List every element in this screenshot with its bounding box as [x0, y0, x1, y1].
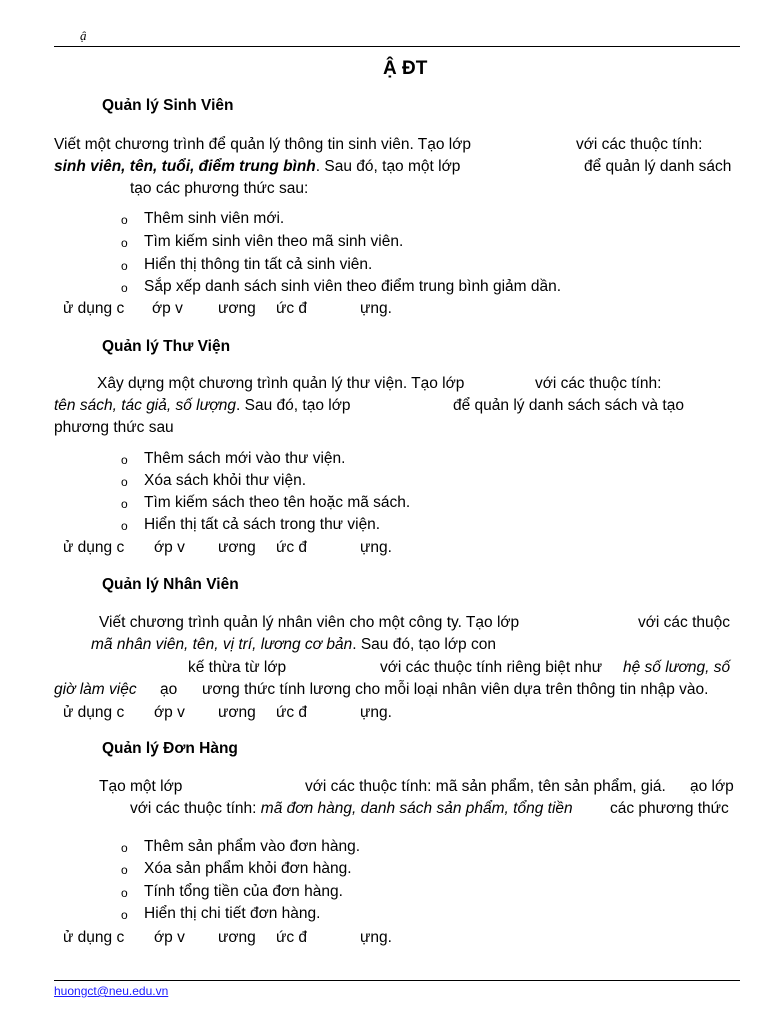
usage-note: ử dụng c: [63, 704, 125, 721]
section-students-text: tạo các phương thức sau:: [130, 180, 309, 197]
usage-note: ức đ: [276, 300, 308, 317]
footer-email-link[interactable]: huongct@neu.edu.vn: [54, 984, 169, 998]
section-employees-text: giờ làm việc: [54, 681, 137, 698]
section-heading-students: Quản lý Sinh Viên: [102, 97, 234, 114]
section-employees-text: ương thức tính lương cho mỗi loại nhân viên dựa trên thông tin nhập vào.: [202, 681, 709, 698]
list-item: Hiển thị chi tiết đơn hàng.: [144, 905, 321, 922]
usage-note: ớp v: [152, 300, 183, 317]
section-students-text: sinh viên, tên, tuổi, điểm trung bình. Sau đó, tạo một lớp: [54, 158, 461, 175]
usage-note: ức đ: [276, 539, 308, 556]
usage-note: ớp v: [154, 929, 185, 946]
section-library-text: với các thuộc tính:: [535, 375, 662, 392]
usage-note: ựng.: [360, 300, 392, 317]
list-item: Tính tổng tiền của đơn hàng.: [144, 883, 343, 900]
bullet: o: [121, 908, 128, 922]
usage-note: ớp v: [154, 704, 185, 721]
section-students-text: Viết một chương trình để quản lý thông tin sinh viên. Tạo lớp: [54, 136, 472, 153]
list-item: Xóa sách khỏi thư viện.: [144, 472, 307, 489]
section-employees-text: mã nhân viên, tên, vị trí, lương cơ bản. Sau đó, tạo lớp con: [91, 636, 496, 653]
section-orders-text: với các thuộc tính: mã sản phẩm, tên sản phẩm, giá.: [305, 778, 666, 795]
bullet: o: [121, 213, 128, 227]
list-item: Hiển thị thông tin tất cả sinh viên.: [144, 256, 373, 273]
usage-note: ớp v: [154, 539, 185, 556]
bullet: o: [121, 497, 128, 511]
list-item: Hiển thị tất cả sách trong thư viện.: [144, 516, 381, 533]
bullet: o: [121, 519, 128, 533]
usage-note: ương: [218, 539, 256, 556]
section-employees-text: với các thuộc: [638, 614, 731, 631]
section-students-text: để quản lý danh sách: [584, 158, 732, 175]
section-students-text: với các thuộc tính:: [576, 136, 703, 153]
list-item: Tìm kiếm sinh viên theo mã sinh viên.: [144, 233, 404, 250]
section-orders-text: Tạo một lớp: [99, 778, 183, 795]
list-item: Thêm sách mới vào thư viện.: [144, 450, 346, 467]
usage-note: ương: [218, 704, 256, 721]
list-item: Sắp xếp danh sách sinh viên theo điểm trung bình giảm dần.: [144, 278, 562, 295]
header-rule: [54, 46, 740, 47]
section-heading-library: Quản lý Thư Viện: [102, 338, 231, 355]
list-item: Tìm kiếm sách theo tên hoặc mã sách.: [144, 494, 411, 511]
usage-note: ử dụng c: [63, 929, 125, 946]
bullet: o: [121, 236, 128, 250]
bullet: o: [121, 886, 128, 900]
page-title: Ậ ĐT: [383, 58, 428, 79]
usage-note: ử dụng c: [63, 300, 125, 317]
list-item: Thêm sinh viên mới.: [144, 210, 285, 227]
page-header: ậ: [80, 28, 87, 43]
usage-note: ức đ: [276, 929, 308, 946]
section-employees-text: với các thuộc tính riêng biệt như: [380, 659, 603, 676]
list-item: Xóa sản phẩm khỏi đơn hàng.: [144, 860, 352, 877]
bullet: o: [121, 475, 128, 489]
usage-note: ương: [218, 300, 256, 317]
bullet: o: [121, 453, 128, 467]
section-employees-text: kế thừa từ lớp: [188, 659, 287, 676]
usage-note: ức đ: [276, 704, 308, 721]
bullet: o: [121, 281, 128, 295]
section-orders-text: các phương thức: [610, 800, 729, 817]
usage-note: ựng.: [360, 929, 392, 946]
section-employees-text: Viết chương trình quản lý nhân viên cho một công ty. Tạo lớp: [99, 614, 520, 631]
section-library-text: để quản lý danh sách sách và tạo: [453, 397, 684, 414]
section-employees-text: ạo: [160, 681, 178, 698]
section-library-text: Xây dựng một chương trình quản lý thư viện. Tạo lớp: [97, 375, 465, 392]
bullet: o: [121, 259, 128, 273]
section-orders-text: với các thuộc tính: mã đơn hàng, danh sách sản phẩm, tổng tiền: [130, 800, 573, 817]
usage-note: ử dụng c: [63, 539, 125, 556]
section-library-text: tên sách, tác giả, số lượng. Sau đó, tạo lớp: [54, 397, 351, 414]
bullet: o: [121, 841, 128, 855]
section-orders-text: ạo lớp: [690, 778, 734, 795]
section-heading-employees: Quản lý Nhân Viên: [102, 576, 239, 593]
section-employees-text: hệ số lương, số: [623, 659, 731, 676]
usage-note: ựng.: [360, 539, 392, 556]
section-heading-orders: Quản lý Đơn Hàng: [102, 740, 238, 757]
usage-note: ựng.: [360, 704, 392, 721]
list-item: Thêm sản phẩm vào đơn hàng.: [144, 838, 361, 855]
section-library-text: phương thức sau: [54, 419, 174, 436]
bullet: o: [121, 863, 128, 877]
footer-rule: [54, 980, 740, 981]
usage-note: ương: [218, 929, 256, 946]
